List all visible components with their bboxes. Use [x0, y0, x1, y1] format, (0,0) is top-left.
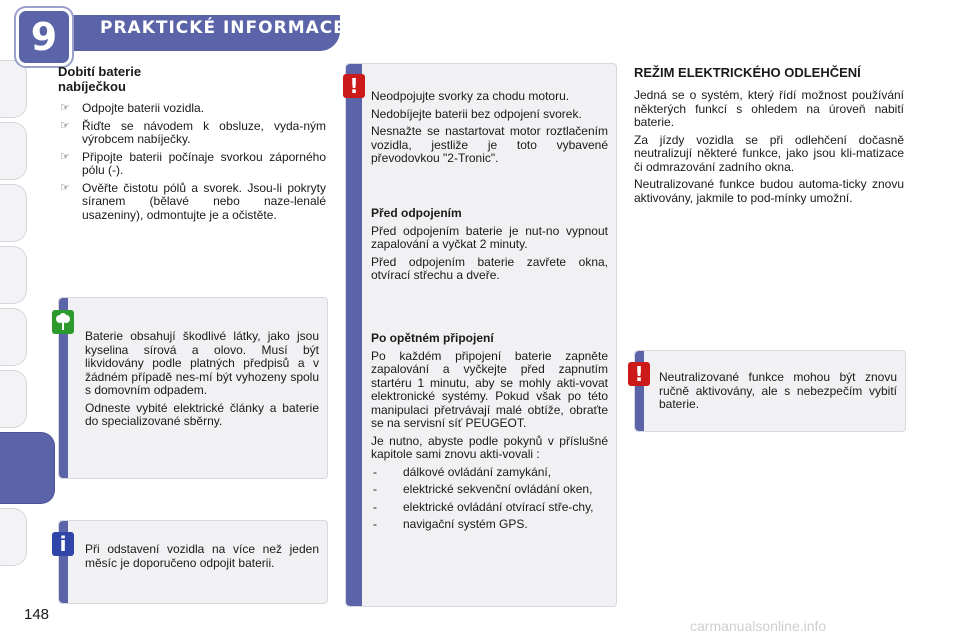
- after-reconnect-title: Po opětném připojení: [371, 331, 494, 345]
- warning-note-box: [634, 350, 906, 432]
- chapter-number: 9: [16, 8, 72, 66]
- list-item: - navigační systém GPS.: [371, 518, 608, 532]
- chapter-tab[interactable]: [0, 184, 27, 242]
- chapter-tabs: [0, 60, 30, 580]
- left-bullet-list: [58, 102, 326, 226]
- tree-icon: [52, 310, 74, 334]
- center-p3: Nesnažte se nastartovat motor roztlačením vozidla, jestliže je toto vybavené převodovkou "2-Tronic".: [371, 124, 608, 165]
- list-item: - dálkové ovládání zamykání,: [371, 466, 608, 480]
- list-item: ☞ Ověřte čistotu pólů a svorek. Jsou-li pokryty síranem (bělavé nebo naze-lenalé usazeniny), odmontujte je a očistěte.: [58, 182, 326, 223]
- list-item: ☞ Odpojte baterii vozidla.: [58, 102, 326, 116]
- chapter-tab[interactable]: [0, 122, 27, 180]
- center-p2: Nedobíjejte baterii bez odpojení svorek.: [371, 106, 582, 121]
- before-p2: Před odpojením baterie zavřete okna, otvírací střechu a dveře.: [371, 254, 608, 282]
- right-text: [634, 89, 904, 209]
- before-p1: Před odpojením baterie je nut-no vypnout zapalování a vyčkat 2 minuty.: [371, 223, 608, 251]
- right-p1: Jedná se o systém, který řídí možnost používání některých funkcí s ohledem na úroveň nabití baterie.: [634, 88, 904, 129]
- info-note-box: [58, 520, 328, 604]
- list-item: - elektrické sekvenční ovládání oken,: [371, 483, 608, 497]
- watermark: carmanualsonline.info: [690, 618, 827, 634]
- chapter-tab[interactable]: [0, 308, 27, 366]
- right-heading: REŽIM ELEKTRICKÉHO ODLEHČENÍ: [634, 65, 861, 80]
- right-p3: Neutralizované funkce budou automa-ticky znovu aktivovány, jakmile to pod-mínky umožní.: [634, 177, 904, 205]
- reactivate-list: [371, 466, 608, 532]
- list-item: - elektrické ovládání otvírací stře-chy,: [371, 501, 608, 515]
- panel-stripe: [346, 64, 362, 606]
- page-number: 148: [24, 606, 50, 623]
- chapter-tab[interactable]: [0, 246, 27, 304]
- after-p2: Je nutno, abyste podle pokynů v příslušné kapitole sami znovu akti-vovali :: [371, 433, 608, 461]
- info-note-p1: Při odstavení vozidla na více než jeden měsíc je doporučeno odpojit baterii.: [85, 542, 319, 570]
- left-heading-line: nabíječkou: [58, 79, 126, 94]
- center-warning-panel: [345, 63, 617, 607]
- chapter-tab[interactable]: [0, 60, 27, 118]
- exclamation-icon: !: [628, 362, 650, 386]
- before-disconnect-title: Před odpojením: [371, 206, 462, 220]
- after-p1: Po každém připojení baterie zapněte zapalování a vyčkejte před zapnutím startéru 1 minutu, aby se mohly akti-vovat elektronické systémy. Pokud však po této manipulaci přetrvávají malé obtíže, obraťte se na servisní síť PEUGEOT.: [371, 348, 608, 430]
- list-item: ☞ Připojte baterii počínaje svorkou záporného pólu (-).: [58, 151, 326, 178]
- exclamation-icon: !: [343, 74, 365, 98]
- eco-note-box: [58, 297, 328, 479]
- right-p2: Za jízdy vozidla se při odlehčení dočasně neutralizují některé funkce, jako jsou kli-matizace či odmrazování zadního okna.: [634, 132, 904, 174]
- warning-note-p1: Neutralizované funkce mohou být znovu ručně aktivovány, ale s nebezpečím vybití baterie.: [659, 370, 897, 411]
- eco-note-p1: Baterie obsahují škodlivé látky, jako jsou kyselina sírová a olovo. Musí být likvidovány podle platných předpisů a v žádném případě nes-mí být vyhozeny spolu s domovním odpadem.: [85, 329, 319, 397]
- left-heading: [58, 64, 141, 94]
- info-icon: i: [52, 532, 74, 556]
- list-item: ☞ Řiďte se návodem k obsluze, vyda-ným výrobcem nabíječky.: [58, 120, 326, 147]
- eco-note-p2: Odneste vybité elektrické články a baterie do specializované sběrny.: [85, 400, 319, 428]
- chapter-tab[interactable]: [0, 370, 27, 428]
- chapter-tab[interactable]: [0, 508, 27, 566]
- page-title: PRAKTICKÉ INFORMACE: [100, 18, 346, 38]
- left-heading-line: Dobití baterie: [58, 64, 142, 79]
- chapter-tab-active[interactable]: [0, 432, 55, 504]
- center-p1: Neodpojujte svorky za chodu motoru.: [371, 89, 570, 103]
